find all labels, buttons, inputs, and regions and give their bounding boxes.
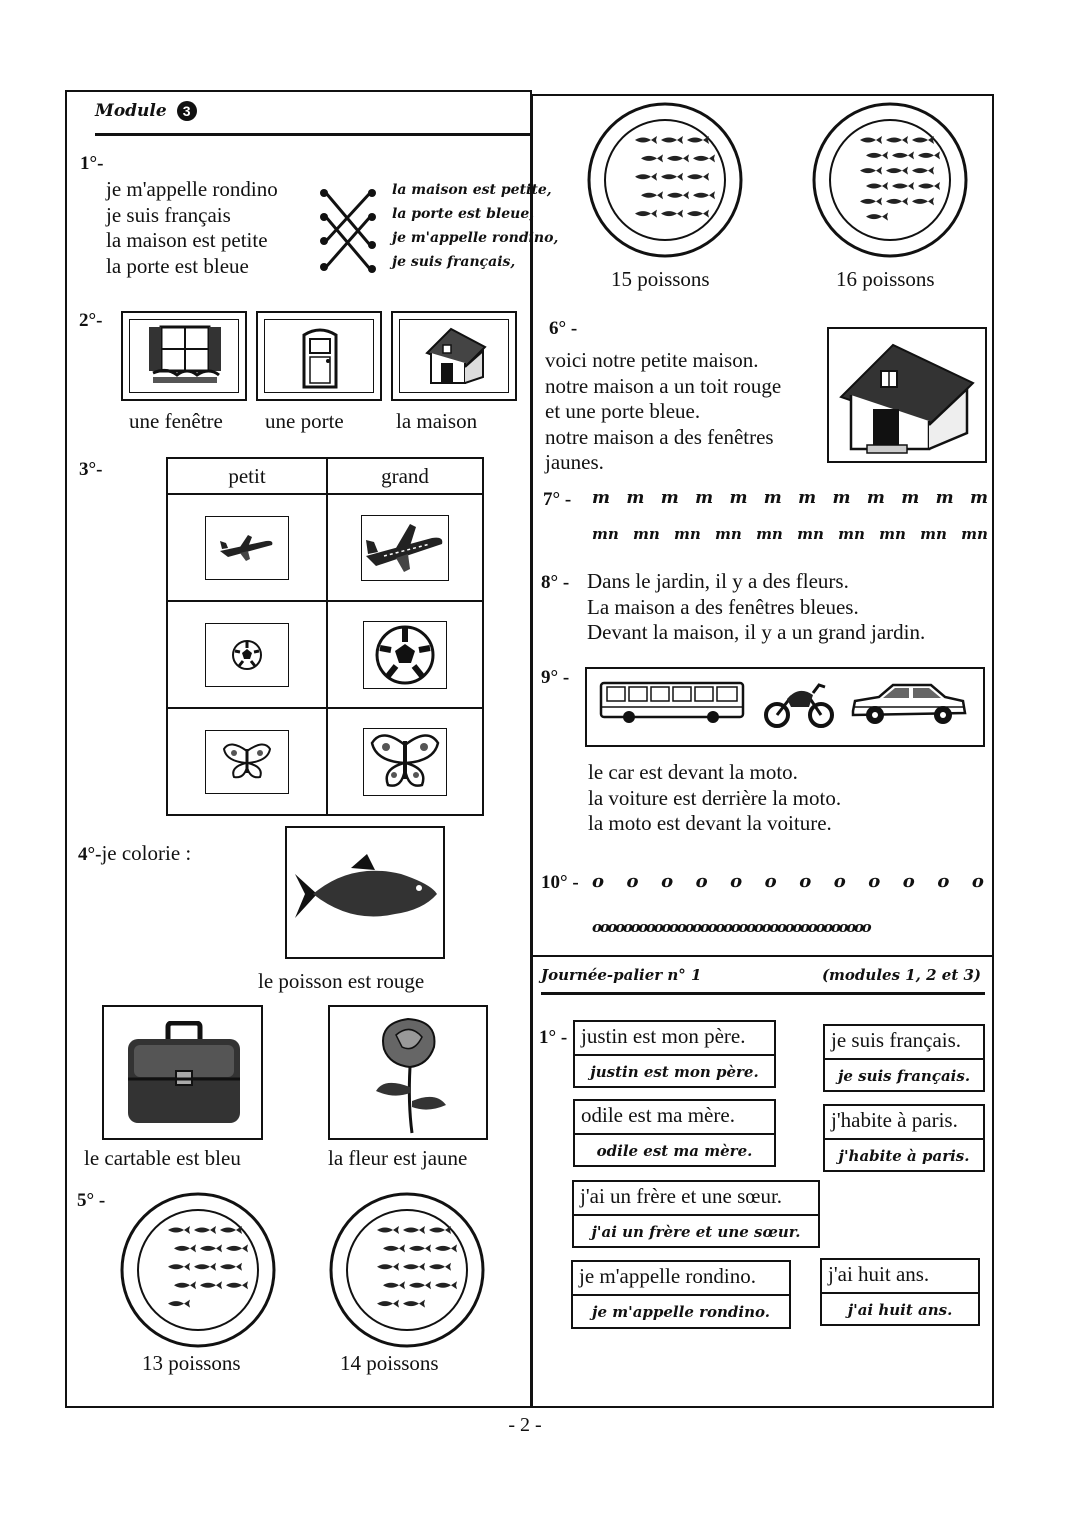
- page-number: - 2 -: [508, 1414, 542, 1436]
- sentence-print: odile est ma mère.: [575, 1101, 774, 1135]
- schoolbag-icon: [120, 1021, 248, 1127]
- ex1-right-item: la porte est bleue,: [392, 206, 535, 222]
- writing-practice-letter: mn: [797, 525, 824, 543]
- ex1-left-item: la maison est petite: [106, 228, 268, 252]
- writing-practice-letter: mn: [592, 525, 619, 543]
- ex6-text: [545, 348, 781, 476]
- sentence-cursive: odile est ma mère.: [596, 1142, 753, 1160]
- ex4-instruction: je colorie :: [101, 841, 192, 865]
- writing-practice-letter: mn: [674, 525, 701, 543]
- journee-number: 1° -: [539, 1027, 568, 1048]
- motorcycle-icon: [763, 679, 835, 729]
- ex8-text: [587, 569, 925, 646]
- sentence-cursive: justin est mon père.: [590, 1063, 759, 1081]
- writing-practice-letter: o: [833, 871, 846, 892]
- ex8-line: La maison a des fenêtres bleues.: [587, 594, 859, 619]
- butterfly-icon: [368, 733, 442, 791]
- writing-practice-letter: mn: [633, 525, 660, 543]
- window-picture: [121, 311, 247, 401]
- house-picture: [391, 311, 517, 401]
- caption-house: la maison: [396, 409, 478, 433]
- sentence-card: [573, 1020, 776, 1088]
- rose-caption: la fleur est jaune: [328, 1146, 468, 1170]
- sentence-cursive: j'ai huit ans.: [847, 1301, 953, 1319]
- sentence-card: [820, 1258, 980, 1326]
- size-table: [166, 457, 484, 816]
- cell-small-butterfly: [167, 708, 327, 815]
- butterfly-icon: [220, 743, 274, 781]
- fish-icon: [291, 854, 441, 934]
- writing-practice-letter: o: [730, 871, 743, 892]
- big-house-picture: [827, 327, 987, 463]
- ex10-row2: oooooooooooooooooooooooooooooooooooo: [592, 918, 870, 936]
- writing-practice-letter: m: [592, 488, 610, 508]
- ex5-number: 5° -: [77, 1190, 106, 1211]
- writing-practice-letter: o: [695, 871, 708, 892]
- journee-subtitle: (modules 1, 2 et 3): [821, 966, 981, 984]
- ex9-text: [588, 760, 841, 837]
- ex8-line: Devant la maison, il y a un grand jardin.: [587, 620, 926, 644]
- rose-picture: [328, 1005, 488, 1140]
- ex10-row1: [592, 871, 984, 892]
- writing-practice-letter: m: [969, 488, 988, 508]
- journee-header: [541, 964, 985, 995]
- writing-practice-letter: mn: [961, 525, 988, 543]
- plate-14-fish: [327, 1190, 487, 1350]
- header-grand: grand: [327, 458, 483, 494]
- module-title: Module: [95, 101, 167, 121]
- sentence-print: j'ai huit ans.: [822, 1260, 978, 1294]
- sentence-cursive: j'habite à paris.: [838, 1147, 970, 1165]
- ex1-left-item: je m'appelle rondino: [106, 177, 278, 201]
- ex7-number: 7° -: [543, 489, 572, 510]
- writing-practice-letter: m: [626, 488, 645, 508]
- module-number-badge: 3: [177, 101, 197, 121]
- sentence-cursive: je m'appelle rondino.: [592, 1303, 770, 1321]
- ex1-left-list: [106, 177, 278, 279]
- fish-caption: le poisson est rouge: [258, 969, 425, 993]
- plate-15-caption: 15 poissons: [611, 267, 710, 291]
- cell-small-plane: [167, 494, 327, 601]
- plate-15-fish: [585, 100, 745, 260]
- sentence-card: [823, 1104, 985, 1172]
- writing-practice-letter: m: [763, 488, 782, 508]
- sentence-print: j'habite à paris.: [825, 1106, 983, 1140]
- sentence-print: j'ai un frère et une sœur.: [574, 1182, 818, 1216]
- ex3-number: 3°-: [79, 459, 103, 480]
- ex9-line: la voiture est derrière la moto.: [588, 785, 842, 810]
- writing-practice-letter: o: [868, 871, 881, 892]
- house-icon: [837, 337, 979, 457]
- writing-practice-letter: mn: [879, 525, 906, 543]
- ex10-number: 10° -: [541, 872, 579, 893]
- writing-practice-letter: m: [935, 488, 954, 508]
- writing-practice-letter: m: [866, 488, 885, 508]
- ex6-line: et une porte bleue.: [545, 399, 701, 423]
- ex1-right-item: la maison est petite,: [392, 182, 552, 198]
- writing-practice-letter: m: [660, 488, 679, 508]
- schoolbag-caption: le cartable est bleu: [84, 1146, 241, 1170]
- door-icon: [298, 323, 342, 389]
- writing-practice-letter: o: [799, 871, 812, 892]
- writing-practice-letter: m: [798, 488, 817, 508]
- writing-practice-letter: m: [695, 488, 714, 508]
- ex6-number: 6° -: [549, 318, 578, 339]
- airplane-icon: [364, 522, 446, 574]
- ex2-number: 2°-: [79, 310, 103, 331]
- house-icon: [421, 323, 491, 389]
- plate-13-fish: [118, 1190, 278, 1350]
- ex4-label: [78, 841, 191, 868]
- header-petit: petit: [167, 458, 327, 494]
- writing-practice-letter: mn: [920, 525, 947, 543]
- writing-practice-letter: o: [902, 871, 915, 892]
- sentence-card: [572, 1180, 820, 1248]
- writing-practice-letter: o: [971, 871, 984, 892]
- writing-practice-letter: m: [901, 488, 920, 508]
- plate-16-caption: 16 poissons: [836, 267, 935, 291]
- airplane-icon: [218, 535, 276, 561]
- caption-door: une porte: [265, 409, 344, 433]
- journee-title: Journée-palier n° 1: [541, 966, 702, 984]
- ex7-row1: [592, 488, 988, 508]
- writing-practice-letter: m: [832, 488, 851, 508]
- writing-practice-letter: o: [764, 871, 777, 892]
- writing-practice-letter: o: [937, 871, 950, 892]
- sentence-card: [573, 1099, 776, 1167]
- fish-picture: [285, 826, 445, 959]
- sentence-card: [571, 1260, 791, 1329]
- plate-16-fish: [810, 100, 970, 260]
- ex9-line: le car est devant la moto.: [588, 760, 798, 784]
- writing-practice-letter: mn: [838, 525, 865, 543]
- ex6-line: notre maison a des fenêtres: [545, 424, 774, 449]
- ex8-line: Dans le jardin, il y a des fleurs.: [587, 569, 849, 593]
- sentence-cursive: j'ai un frère et une sœur.: [591, 1223, 801, 1241]
- sentence-print: je suis français.: [825, 1026, 983, 1060]
- cell-big-plane: [327, 494, 483, 601]
- writing-practice-letter: o: [626, 871, 639, 892]
- ex9-line: la moto est devant la voiture.: [588, 811, 832, 835]
- car-icon: [849, 677, 969, 729]
- ex6-line: voici notre petite maison.: [545, 348, 759, 372]
- plate-14-caption: 14 poissons: [340, 1351, 439, 1375]
- cell-big-butterfly: [327, 708, 483, 815]
- cell-small-ball: [167, 601, 327, 708]
- ex8-number: 8° -: [541, 572, 570, 593]
- module-header: [95, 101, 532, 136]
- rose-icon: [364, 1013, 456, 1135]
- cell-big-ball: [327, 601, 483, 708]
- window-icon: [147, 323, 223, 389]
- sentence-card: [823, 1024, 985, 1092]
- section-divider: [531, 955, 994, 957]
- sentence-print: je m'appelle rondino.: [573, 1262, 789, 1296]
- writing-practice-letter: m: [729, 488, 748, 508]
- schoolbag-picture: [102, 1005, 263, 1140]
- ball-icon: [231, 639, 263, 671]
- plate-13-caption: 13 poissons: [142, 1351, 241, 1375]
- bus-icon: [599, 681, 747, 725]
- writing-practice-letter: mn: [715, 525, 742, 543]
- writing-practice-letter: o: [592, 871, 605, 892]
- ex1-left-item: je suis français: [106, 202, 231, 227]
- writing-practice-letter: o: [661, 871, 674, 892]
- matching-lines-icon: [318, 183, 378, 278]
- ex4-number: 4°-: [78, 844, 102, 865]
- sentence-cursive: je suis français.: [837, 1067, 971, 1085]
- door-picture: [256, 311, 382, 401]
- ex6-line: notre maison a un toit rouge: [545, 373, 782, 398]
- ex1-number: 1°-: [80, 153, 104, 174]
- writing-practice-letter: mn: [756, 525, 783, 543]
- ex1-right-item: je suis français,: [392, 254, 516, 270]
- vehicles-picture: [585, 667, 985, 747]
- ex9-number: 9° -: [541, 667, 570, 688]
- ex6-line: jaunes.: [545, 450, 604, 474]
- ex1-right-list: [392, 182, 558, 278]
- ball-icon: [374, 624, 436, 686]
- caption-window: une fenêtre: [129, 409, 223, 433]
- ex7-row2: [592, 525, 988, 543]
- ex1-right-item: je m'appelle rondino,: [392, 230, 559, 246]
- sentence-print: justin est mon père.: [575, 1022, 774, 1056]
- ex1-left-item: la porte est bleue: [106, 253, 249, 278]
